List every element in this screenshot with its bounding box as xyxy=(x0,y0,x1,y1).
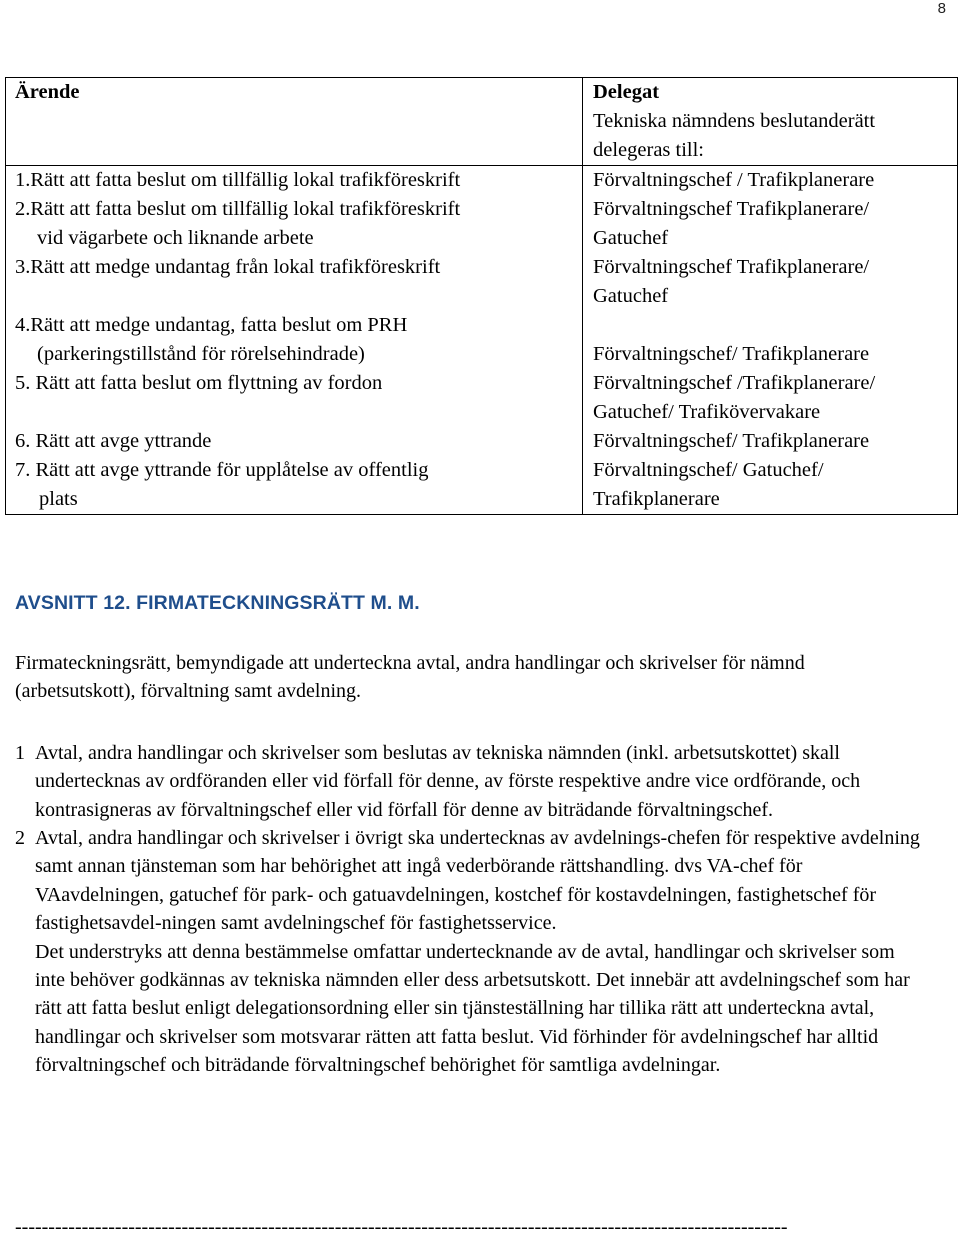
item-number: 1 xyxy=(15,741,25,764)
delegat-cell xyxy=(583,427,958,456)
delegat-text: Förvaltningschef / Trafikplanerare xyxy=(593,169,875,191)
list-item xyxy=(15,739,920,824)
arende-text: 3.Rätt att medge undantag från lokal trafikföreskrift xyxy=(15,256,441,278)
arende-cell xyxy=(6,456,583,515)
delegat-text-cont: Trafikplanerare xyxy=(593,488,720,510)
delegat-text: Förvaltningschef /Trafikplanerare/ xyxy=(593,372,876,394)
table-row xyxy=(6,195,958,253)
arende-cell xyxy=(6,369,583,427)
table-row xyxy=(6,253,958,311)
arende-cell xyxy=(6,195,583,253)
delegat-text: Förvaltningschef Trafikplanerare/ xyxy=(593,198,870,220)
arende-text-cont: (parkeringstillstånd för rörelsehindrade) xyxy=(37,343,365,365)
delegat-text-cont: Gatuchef/ Trafikövervakare xyxy=(593,401,821,423)
table-header-row xyxy=(6,78,958,166)
section-body xyxy=(15,649,920,1080)
arende-text: 5. Rätt att fatta beslut om flyttning av fordon xyxy=(15,372,383,394)
delegation-table xyxy=(5,77,958,515)
section-heading: AVSNITT 12. FIRMATECKNINGSRÄTT M. M. xyxy=(15,592,420,614)
table-row xyxy=(6,166,958,196)
arende-text-cont: vid vägarbete och liknande arbete xyxy=(37,227,314,249)
delegat-text-cont: Gatuchef xyxy=(593,227,669,249)
table-row xyxy=(6,456,958,515)
delegat-text-cont: Gatuchef xyxy=(593,285,669,307)
delegat-spacer xyxy=(593,311,957,340)
header-delegat: Delegat xyxy=(593,81,660,103)
arende-cell xyxy=(6,253,583,311)
delegat-cell xyxy=(583,253,958,311)
arende-text: 1.Rätt att fatta beslut om tillfällig lokal trafikföreskrift xyxy=(15,169,461,191)
intro-paragraph: Firmateckningsrätt, bemyndigade att underteckna avtal, andra handlingar och skrivelser för nämnd (arbetsutskott), förvaltning samt avdelning. xyxy=(15,652,805,703)
delegat-cell xyxy=(583,311,958,369)
delegat-cell xyxy=(583,369,958,427)
header-sub-line-1: Tekniska nämndens beslutanderätt xyxy=(593,110,876,132)
page-number: 8 xyxy=(937,0,946,17)
item-number: 2 xyxy=(15,827,25,850)
header-arende: Ärende xyxy=(6,78,583,166)
delegat-text: Förvaltningschef/ Trafikplanerare xyxy=(593,430,870,452)
list-item xyxy=(15,824,920,1080)
arende-cell xyxy=(6,166,583,196)
delegat-text: Förvaltningschef/ Gatuchef/ xyxy=(593,459,824,481)
item-text: Avtal, andra handlingar och skrivelser i övrigt ska undertecknas av avdelnings-chefen för respektive avdelning samt annan tjänsteman som har behörighet att ingå vederbörande rättshandling. dvs VA-chef för VAavdelningen, gatuchef för park- och gatuavdelningen, kostchef för kostavdelningen, fastighetschef för fastighetsavdel-ningen samt avdelningschef för fastighetsservice. xyxy=(35,827,920,935)
table-row xyxy=(6,311,958,369)
item-text: Avtal, andra handlingar och skrivelser som beslutas av tekniska nämnden (inkl. arbetsutskottet) skall undertecknas av ordföranden eller vid förfall för denne, av förste respektive andre vice ordförande, och kontrasigneras av förvaltningschef eller vid förfall för denne av biträdande förvaltningschef. xyxy=(35,741,861,821)
delegat-cell xyxy=(583,456,958,515)
arende-text: 7. Rätt att avge yttrande för upplåtelse av offentlig xyxy=(15,459,429,481)
table-row xyxy=(6,369,958,427)
delegat-cell xyxy=(583,195,958,253)
item-text-cont: Det understryks att denna bestämmelse omfattar undertecknande av de avtal, handlingar och skrivelser som inte behöver godkännas av tekniska nämnden eller dess arbetsutskott. Det innebär att avdelningschef som har rätt att fatta beslut enligt delegationsordning eller sin tjänsteställning har tillika rätt att underteckna avtal, handlingar och skrivelser som motsvarar rätten att fatta beslut. Vid förhinder för avdelningschef har alltid förvaltningschef och biträdande förvaltningschef behörighet för samtliga avdelningar. xyxy=(35,940,910,1077)
arende-text: 2.Rätt att fatta beslut om tillfällig lokal trafikföreskrift xyxy=(15,198,461,220)
arende-text: 4.Rätt att medge undantag, fatta beslut om PRH xyxy=(15,314,408,336)
table-row xyxy=(6,427,958,456)
arende-cell xyxy=(6,427,583,456)
arende-text-cont: plats xyxy=(39,488,78,510)
arende-text: 6. Rätt att avge yttrande xyxy=(15,430,212,452)
arende-cell xyxy=(6,311,583,369)
divider-line: -------------------------------------------------------------------------------------------------------------------- xyxy=(15,1216,788,1238)
delegat-text: Förvaltningschef/ Trafikplanerare xyxy=(593,343,870,365)
header-delegat-cell xyxy=(583,78,958,166)
header-sub-line-2: delegeras till: xyxy=(593,139,704,161)
delegat-cell xyxy=(583,166,958,196)
delegat-text: Förvaltningschef Trafikplanerare/ xyxy=(593,256,870,278)
